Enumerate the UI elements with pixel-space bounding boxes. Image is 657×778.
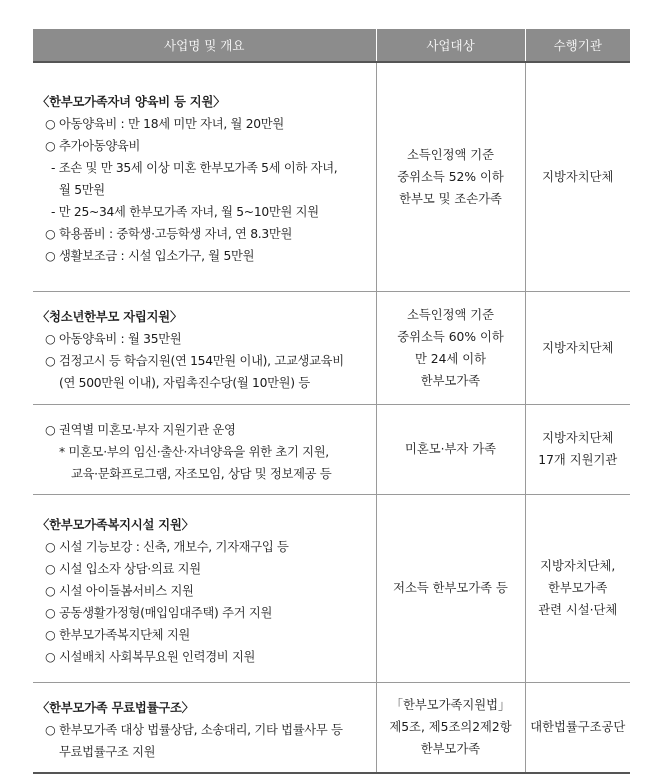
target-line: 만 24세 이하 bbox=[415, 351, 486, 366]
program-line: ○ 추가아동양육비 bbox=[45, 139, 141, 154]
program-line: ○ 아동양육비 : 만 18세 미만 자녀, 월 20만원 bbox=[45, 117, 284, 132]
agency-line: 지방자치단체 bbox=[542, 431, 614, 445]
program-cell bbox=[33, 404, 376, 494]
agency-line: 지방자치단체 bbox=[542, 340, 614, 355]
program-line: ○ 한부모가족복지단체 지원 bbox=[45, 627, 191, 642]
program-line: ○ 공동생활가정형(매입임대주택) 주거 지원 bbox=[45, 605, 273, 620]
agency-cell bbox=[525, 404, 630, 494]
program-line: * 미혼모·부의 임신·출산·자녀양육을 위한 초기 지원, bbox=[59, 444, 329, 459]
program-title: 〈한부모가족자녀 양육비 등 지원〉 bbox=[37, 95, 226, 110]
target-cell bbox=[376, 404, 525, 494]
table-row bbox=[33, 404, 630, 494]
agency-cell bbox=[525, 62, 630, 291]
target-cell bbox=[376, 291, 525, 404]
program-line: 월 5만원 bbox=[59, 183, 105, 198]
target-line: 한부모가족 bbox=[420, 373, 481, 388]
agency-cell bbox=[525, 682, 630, 773]
program-line: ○ 한부모가족 대상 법률상담, 소송대리, 기타 법률사무 등 bbox=[45, 722, 343, 737]
header-program: 사업명 및 개요 bbox=[33, 29, 376, 62]
header-target: 사업대상 bbox=[376, 29, 525, 62]
target-line: 한부모 및 조손가족 bbox=[399, 191, 502, 206]
program-line: (연 500만원 이내), 자립촉진수당(월 10만원) 등 bbox=[59, 376, 310, 390]
target-line: 소득인정액 기준 bbox=[406, 147, 495, 162]
program-cell bbox=[33, 494, 376, 682]
program-line: ○ 검정고시 등 학습지원(연 154만원 이내), 고교생교육비 bbox=[45, 354, 344, 368]
target-line: 중위소득 52% 이하 bbox=[397, 169, 504, 184]
program-title: 〈한부모가족복지시설 지원〉 bbox=[37, 517, 194, 532]
program-line: ○ 시설 아이돌봄서비스 지원 bbox=[45, 583, 194, 598]
program-title: 〈한부모가족 무료법률구조〉 bbox=[37, 700, 194, 715]
program-cell bbox=[33, 62, 376, 291]
program-line: 무료법률구조 지원 bbox=[59, 744, 156, 759]
table-row bbox=[33, 682, 630, 773]
target-cell bbox=[376, 62, 525, 291]
agency-line: 한부모가족 bbox=[548, 581, 608, 595]
target-line: 저소득 한부모가족 등 bbox=[393, 581, 508, 595]
program-line: ○ 아동양육비 : 월 35만원 bbox=[45, 332, 182, 346]
program-line: - 조손 및 만 35세 이상 미혼 한부모가족 5세 이하 자녀, bbox=[51, 161, 338, 176]
program-line: - 만 25~34세 한부모가족 자녀, 월 5~10만원 지원 bbox=[51, 205, 319, 220]
agency-line: 대한법률구조공단 bbox=[530, 720, 626, 734]
target-cell bbox=[376, 682, 525, 773]
program-line: ○ 시설 기능보강 : 신축, 개보수, 기자재구입 등 bbox=[45, 539, 289, 554]
program-cell bbox=[33, 291, 376, 404]
program-cell bbox=[33, 682, 376, 773]
program-line: ○ 학용품비 : 중학생·고등학생 자녀, 연 8.3만원 bbox=[45, 227, 293, 242]
program-table bbox=[33, 29, 630, 774]
program-line: ○ 권역별 미혼모·부자 지원기관 운영 bbox=[45, 422, 236, 437]
target-line: 미혼모·부자 가족 bbox=[405, 442, 496, 456]
target-line: 제5조, 제5조의2제2항 bbox=[389, 720, 512, 734]
target-line: 한부모가족 bbox=[420, 742, 481, 756]
table-row bbox=[33, 494, 630, 682]
agency-line: 17개 지원기관 bbox=[538, 453, 618, 467]
table-row bbox=[33, 62, 630, 291]
target-line: 소득인정액 기준 bbox=[406, 307, 495, 322]
target-line: 중위소득 60% 이하 bbox=[397, 329, 504, 344]
target-cell bbox=[376, 494, 525, 682]
program-line: ○ 생활보조금 : 시설 입소가구, 월 5만원 bbox=[45, 249, 255, 264]
agency-cell bbox=[525, 494, 630, 682]
agency-line: 지방자치단체 bbox=[542, 169, 614, 184]
program-title: 〈청소년한부모 자립지원〉 bbox=[37, 310, 183, 324]
table-header-row bbox=[33, 29, 630, 62]
program-line: 교육·문화프로그램, 자조모임, 상담 및 정보제공 등 bbox=[71, 466, 332, 481]
agency-line: 지방자치단체, bbox=[540, 559, 616, 573]
agency-cell bbox=[525, 291, 630, 404]
program-line: ○ 시설 입소자 상담·의료 지원 bbox=[45, 561, 201, 576]
table-row bbox=[33, 291, 630, 404]
target-line: 「한부모가족지원법」 bbox=[390, 698, 511, 712]
program-line: ○ 시설배치 사회복무요원 인력경비 지원 bbox=[45, 649, 256, 664]
agency-line: 관련 시설·단체 bbox=[538, 603, 618, 617]
header-agency: 수행기관 bbox=[525, 29, 630, 62]
